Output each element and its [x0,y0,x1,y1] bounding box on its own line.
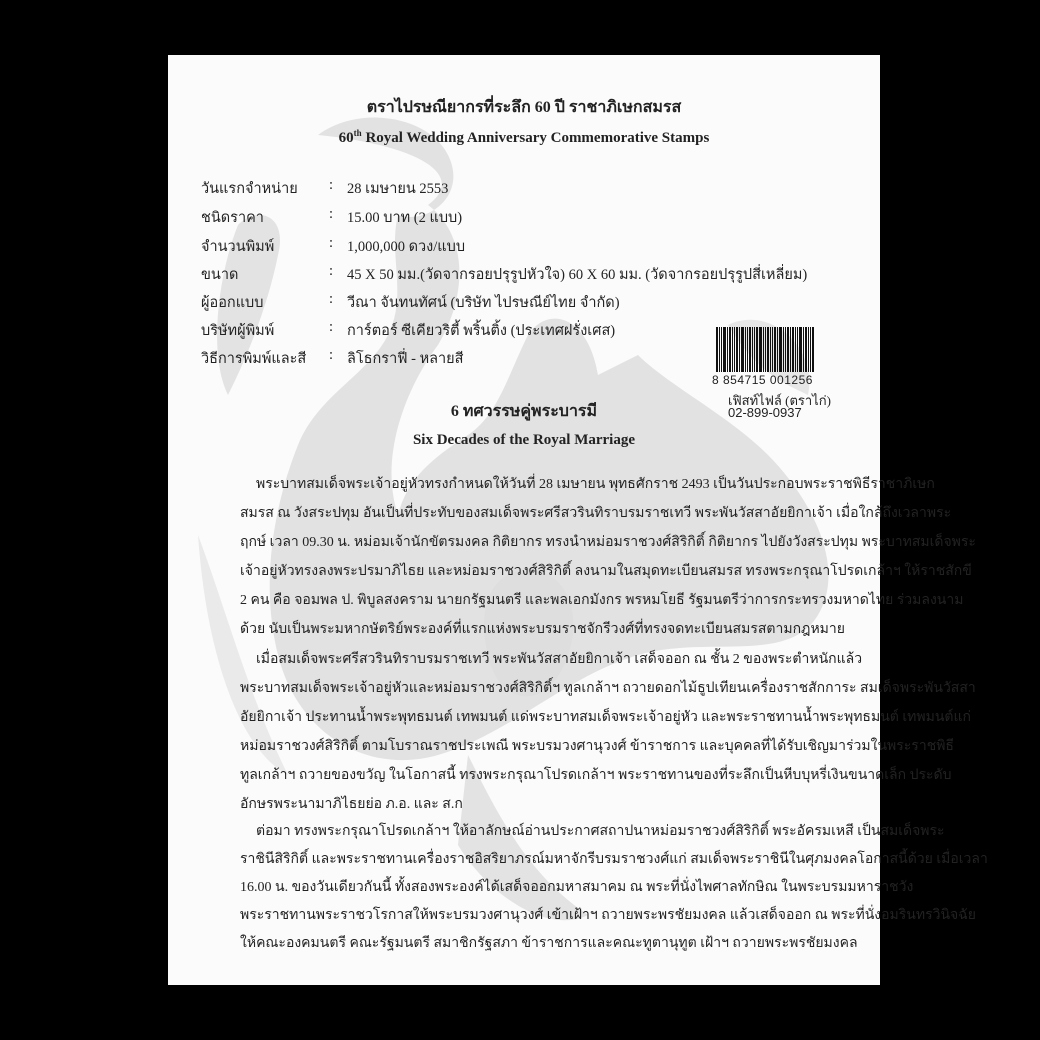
paragraph-line: ฤกษ์ เวลา 09.30 น. หม่อมเจ้านักขัตรมงคล กิติยากร ทรงนำหม่อมราชวงศ์สิริกิติ์ กิติยากร ไปยังวังสระปทุม พระบาทสมเด็จพระ [240,535,976,550]
paragraph-line: เจ้าอยู่หัวทรงลงพระปรมาภิไธย และหม่อมราชวงศ์สิริกิติ์ ลงนามในสมุดทะเบียนสมรส ทรงพระกรุณาโปรดเกล้าฯ ให้ราชสักขี [240,564,972,579]
spec-value: ลิโธกราฟี่ - หลายสี [347,351,464,367]
barcode-bar [736,327,738,372]
barcode-bar [777,327,778,372]
barcode-bar [745,327,746,372]
paragraph-line: พระบาทสมเด็จพระเจ้าอยู่หัวทรงกำหนดให้วันที่ 28 เมษายน พุทธศักราช 2493 เป็นวันประกอบพระราชพิธีราชาภิเษก [256,477,935,492]
publisher-phone: 02-899-0937 [728,405,802,420]
barcode-bar [756,327,758,372]
spec-colon: : [329,235,334,251]
spec-label: ขนาด [201,267,239,283]
barcode-bar [729,327,731,372]
barcode-bar [790,327,791,372]
barcode-bar [754,327,755,372]
barcode-bar [763,327,764,372]
barcode-bar [752,327,753,372]
paragraph-line: เมื่อสมเด็จพระศรีสวรินทิราบรมราชเทวี พระพันวัสสาอัยยิกาเจ้า เสด็จออก ณ ชั้น 2 ของพระตำหนักแล้ว [256,652,863,667]
spec-label: ชนิดราคา [201,210,264,226]
barcode-bar [803,327,804,372]
spec-label: ผู้ออกแบบ [201,295,264,311]
spec-colon: : [329,291,334,307]
section-title-english: Six Decades of the Royal Marriage [412,432,636,448]
spec-label: วิธีการพิมพ์และสี [201,351,307,367]
paragraph-line: ต่อมา ทรงพระกรุณาโปรดเกล้าฯ ให้อาลักษณ์อ่านประกาศสถาปนาหม่อมราชวงศ์สิริกิติ์ พระอัครมเหสี เป็นสมเด็จพระ [256,824,945,839]
barcode-bar [772,327,773,372]
barcode-bar [795,327,796,372]
title-text: Royal Wedding Anniversary Commemorative Stamps [361,130,710,146]
barcode-bar [727,327,728,372]
barcode-bar [741,327,744,372]
barcode-number: 8 854715 001256 [712,373,813,387]
section-title-thai: 6 ทศวรรษคู่พระบารมี [450,403,598,420]
barcode-bar [785,327,786,372]
barcode-bar [732,327,733,372]
barcode-bar [783,327,784,372]
barcode-bar [759,327,762,372]
paragraph-line: พระราชทานพระราชวโรกาสให้พระบรมวงศานุวงศ์ เข้าเฝ้าฯ ถวายพระพรชัยมงคล แล้วเสด็จออก ณ พระที่นั่งอมรินทรวินิจฉัย [240,908,976,923]
barcode-bar [721,327,722,372]
barcode-bar [723,327,726,372]
barcode-bar [808,327,809,372]
spec-colon: : [329,177,334,193]
barcode-bar [739,327,740,372]
paragraph-line: พระบาทสมเด็จพระเจ้าอยู่หัวและหม่อมราชวงศ์สิริกิติ์ฯ ทูลเกล้าฯ ถวายดอกไม้ธูปเทียนเครื่องราชสักการะ สมเด็จพระพันวัสสา [240,681,976,696]
paragraph-line: ให้คณะองคมนตรี คณะรัฐมนตรี สมาชิกรัฐสภา ข้าราชการและคณะทูตานุทูต เฝ้าฯ ถวายพระพรชัยมงคล [240,936,858,951]
title-superscript: th [353,128,362,138]
barcode-bar [770,327,771,372]
spec-colon: : [329,319,334,335]
barcode-bar [716,327,718,372]
barcode-bar [719,327,720,372]
spec-colon: : [329,347,334,363]
title-number: 60 [338,130,354,146]
paragraph-line: ด้วย นับเป็นพระมหากษัตริย์พระองค์ที่แรกแห่งพระบรมราชจักรีวงศ์ที่ทรงจดทะเบียนสมรสตามกฎหมาย [240,622,845,637]
paragraph-line: ราชินีสิริกิติ์ และพระราชทานเครื่องราชอิสริยาภรณ์มหาจักรีบรมราชวงศ์แก่ สมเด็จพระราชินีในศุภมงคลโอกาสนี้ด้วย เมื่อเวลา [240,852,988,867]
spec-value: 28 เมษายน 2553 [347,181,449,197]
spec-value: การ์ตอร์ ซีเคียวริตี้ พริ้นติ้ง (ประเทศฝรั่งเศส) [347,323,616,339]
spec-value: 1,000,000 ดวง/แบบ [347,239,466,255]
paragraph-line: หม่อมราชวงศ์สิริกิติ์ ตามโบราณราชประเพณี พระบรมวงศานุวงศ์ ข้าราชการ และบุคคลที่ได้รับเชิญมาร่วมในพระราชพิธี [240,739,954,754]
barcode-bar [765,327,766,372]
barcode-bar [805,327,807,372]
stamp-title-english [168,128,880,147]
barcode [716,327,828,372]
barcode-bar [767,327,769,372]
barcode-bar [779,327,782,372]
document-page [168,55,988,985]
stamp-title-thai: ตราไปรษณียากรที่ระลึก 60 ปี ราชาภิเษกสมรส [366,99,682,116]
spec-colon: : [329,206,334,222]
spec-label: บริษัทผู้พิมพ์ [201,323,275,339]
barcode-bar [812,327,814,372]
barcode-bar [749,327,751,372]
barcode-bar [747,327,748,372]
barcode-bar [810,327,811,372]
barcode-bar [734,327,735,372]
paragraph-line: อักษรพระนามาภิไธยย่อ ภ.อ. และ ส.ก [240,797,463,812]
barcode-bar [799,327,802,372]
spec-label: จำนวนพิมพ์ [201,239,275,255]
publisher-name: เฟิสท์ไฟล์ (ตราไก่) [728,393,831,408]
paragraph-line: อัยยิกาเจ้า ประทานน้ำพระพุทธมนต์ เทพมนต์ แด่พระบาทสมเด็จพระเจ้าอยู่หัว และพระราชทานน้ำพระพุทธมนต์ เทพมนต์แก่ [240,710,972,725]
barcode-bar [797,327,798,372]
barcode-bar [787,327,789,372]
spec-value: 15.00 บาท (2 แบบ) [347,210,463,226]
spec-label: วันแรกจำหน่าย [201,181,298,197]
paragraph-line: ทูลเกล้าฯ ถวายของขวัญ ในโอกาสนี้ ทรงพระกรุณาโปรดเกล้าฯ พระราชทานของที่ระลึกเป็นหีบบุหรี่เงินขนาดเล็ก ประดับ [240,768,952,783]
paragraph-line: 16.00 น. ของวันเดียวกันนี้ ทั้งสองพระองค์ได้เสด็จออกมหาสมาคม ณ พระที่นั่งไพศาลทักษิณ ในพระบรมมหาราชวัง [240,880,914,895]
spec-value: วีณา จันทนทัศน์ (บริษัท ไปรษณีย์ไทย จำกัด) [347,295,620,311]
paragraph-line: 2 คน คือ จอมพล ป. พิบูลสงคราม นายกรัฐมนตรี และพลเอกมังกร พรหมโยธี รัฐมนตรีว่าการกระทรวงมหาดไทย ร่วมลงนาม [240,593,964,608]
spec-value: 45 X 50 มม.(วัดจากรอยปรุรูปหัวใจ) 60 X 60 มม. (วัดจากรอยปรุรูปสี่เหลี่ยม) [347,267,808,283]
spec-colon: : [329,263,334,279]
barcode-bar [774,327,776,372]
barcode-bar [792,327,794,372]
paragraph-line: สมรส ณ วังสระปทุม อันเป็นที่ประทับของสมเด็จพระศรีสวรินทิราบรมราชเทวี พระพันวัสสาอัยยิกาเจ้า เมื่อใกล้ถึงเวลาพระ [240,506,952,521]
